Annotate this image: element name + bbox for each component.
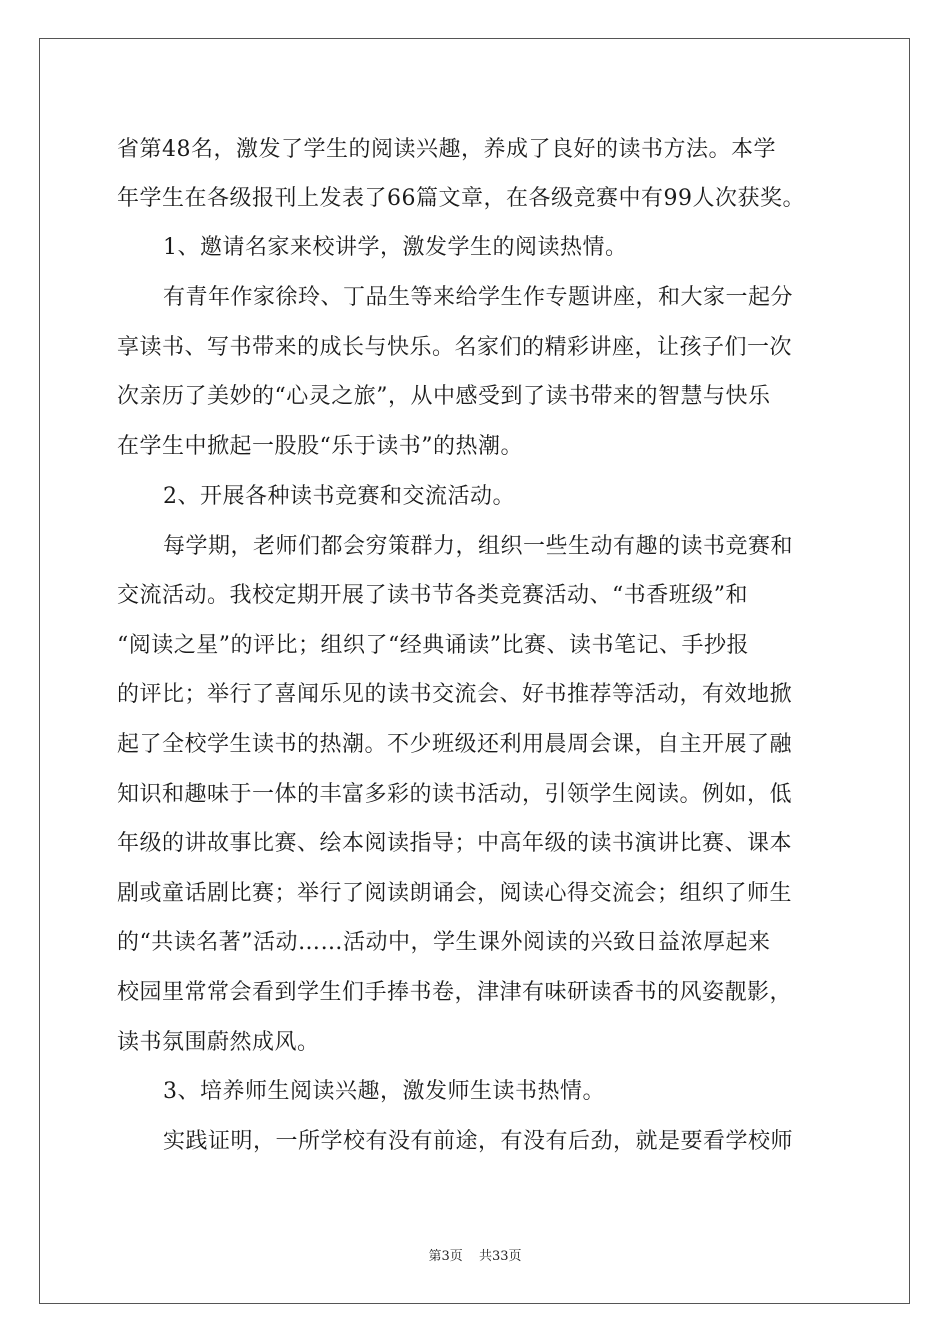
text-line: “阅读之星”的评比；组织了“经典诵读”比赛、读书笔记、手抄报 — [117, 633, 749, 658]
text-line: 享读书、写书带来的成长与快乐。名家们的精彩讲座，让孩子们一次 — [117, 335, 793, 360]
text-line: 有青年作家徐玲、丁品生等来给学生作专题讲座，和大家一起分 — [163, 285, 794, 310]
page-total: 共33页 — [478, 1249, 522, 1264]
section-heading-1: 1、邀请名家来校讲学，激发学生的阅读热情。 — [163, 235, 628, 260]
text-line: 每学期，老师们都会穷策群力，组织一些生动有趣的读书竞赛和 — [163, 534, 794, 559]
section-heading-3: 3、培养师生阅读兴趣，激发师生读书热情。 — [163, 1079, 605, 1104]
page-footer — [0, 1245, 950, 1264]
section-heading-2: 2、开展各种读书竞赛和交流活动。 — [163, 484, 515, 509]
text-line: 年级的讲故事比赛、绘本阅读指导；中高年级的读书演讲比赛、课本 — [117, 831, 793, 856]
text-line: 读书氛围蔚然成风。 — [117, 1030, 320, 1055]
text-line: 实践证明，一所学校有没有前途，有没有后劲，就是要看学校师 — [163, 1129, 794, 1154]
text-line: 的评比；举行了喜闻乐见的读书交流会、好书推荐等活动，有效地掀 — [117, 682, 793, 707]
text-line: 起了全校学生读书的热潮。不少班级还利用晨周会课，自主开展了融 — [117, 732, 793, 757]
text-line: 次亲历了美妙的“心灵之旅”，从中感受到了读书带来的智慧与快乐 — [117, 384, 771, 409]
text-line: 年学生在各级报刊上发表了66篇文章，在各级竞赛中有99人次获奖。 — [117, 186, 805, 211]
text-line: 校园里常常会看到学生们手捧书卷，津津有味研读香书的风姿靓影， — [117, 980, 793, 1005]
page-number: 第3页 — [428, 1249, 463, 1264]
text-line: 的“共读名著”活动……活动中，学生课外阅读的兴致日益浓厚起来 — [117, 930, 771, 955]
text-line: 省第48名，激发了学生的阅读兴趣，养成了良好的读书方法。本学 — [117, 137, 776, 162]
text-line: 在学生中掀起一股股“乐于读书”的热潮。 — [117, 434, 523, 459]
text-line: 剧或童话剧比赛；举行了阅读朗诵会，阅读心得交流会；组织了师生 — [117, 881, 793, 906]
text-line: 知识和趣味于一体的丰富多彩的读书活动，引领学生阅读。例如，低 — [117, 782, 793, 807]
text-line: 交流活动。我校定期开展了读书节各类竞赛活动、“书香班级”和 — [117, 583, 748, 608]
